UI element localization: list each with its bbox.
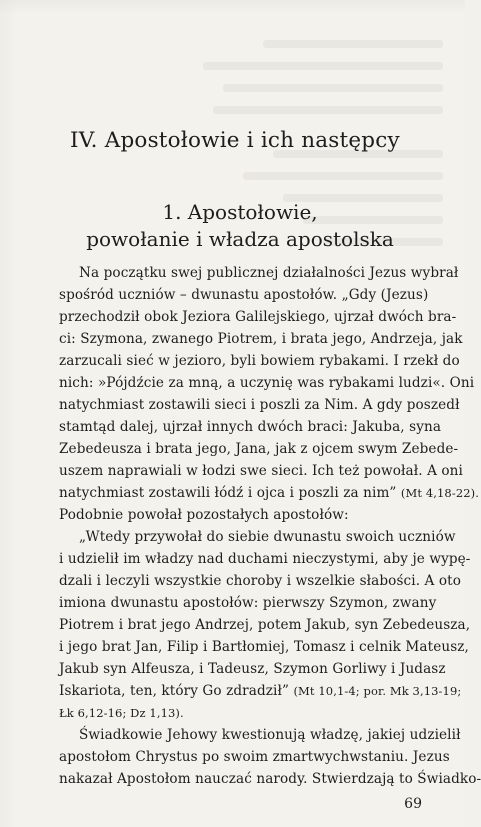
chapter-title: IV. Apostołowie i ich następcy [70, 128, 400, 153]
body-line-3: przechodził obok Jeziora Galilejskiego, ujrzał dwóch bra- [59, 309, 457, 325]
body-line-21 [59, 702, 415, 724]
body-line-2: spośród uczniów – dwunastu apostołów. „Gdy (Jezus) [59, 287, 429, 303]
scripture-reference: (Mt 4,18-22). [400, 486, 480, 500]
body-line-1: Na początku swej publicznej działalności Jezus wybrał [79, 265, 459, 281]
body-line-8: stamtąd dalej, ujrzał innych dwóch braci: Jakuba, syna [59, 419, 442, 435]
body-line-24: nakazał Apostołom nauczać narody. Stwierdzają to Świadko- [59, 771, 481, 787]
body-line-20: Iskariota, ten, który Go zdradził” (Mt 10,1-4; por. Mk 3,13-19; [59, 683, 462, 699]
body-line-16: imiona dwunastu apostołów: pierwszy Szymon, zwany [59, 595, 437, 611]
body-line-5: zarzucali sieć w jezioro, byli bowiem rybakami. I rzekł do [59, 353, 460, 369]
body-line-10: uszem naprawiali w łodzi swe sieci. Ich też powołał. A oni [59, 463, 463, 479]
body-line-12: Podobnie powołał pozostałych apostołów: [59, 507, 349, 523]
body-line-18: i jego brat Jan, Filip i Bartłomiej, Tomasz i celnik Mateusz, [59, 639, 469, 655]
body-line-6: nich: »Pójdźcie za mną, a uczynię was rybakami ludzi«. Oni [59, 375, 475, 391]
section-title-subtitle: powołanie i władza apostolska [86, 227, 394, 251]
body-line-17: Piotrem i brat jego Andrzej, potem Jakub, syn Zebedeusza, [59, 617, 471, 633]
body-line-11: natychmiast zostawili łódź i ojca i poszli za nim” (Mt 4,18-22). [59, 485, 480, 501]
body-line-23: apostołom Chrystus po swoim zmartwychwstaniu. Jezus [59, 749, 450, 765]
body-line-9: Zebedeusza i brata jego, Jana, jak z ojcem swym Zebede- [59, 441, 459, 457]
scripture-reference: Łk 6,12-16; Dz 1,13). [59, 706, 184, 720]
section-title-number: 1. Apostołowie, [162, 200, 318, 224]
body-line-19: Jakub syn Alfeusza, i Tadeusz, Szymon Gorliwy i Judasz [59, 661, 446, 677]
body-line-7: natychmiast zostawili sieci i poszli za Nim. A gdy poszedł [59, 397, 460, 413]
body-line-4: ci: Szymona, zwanego Piotrem, i brata jego, Andrzeja, jak [59, 331, 463, 347]
body-line-14: i udzielił im władzy nad duchami nieczystymi, aby je wypę- [59, 551, 471, 567]
scripture-reference: (Mt 10,1-4; por. Mk 3,13-19; [293, 684, 462, 698]
body-line-13: „Wtedy przywołał do siebie dwunastu swoich uczniów [79, 529, 456, 545]
body-line-15: dzali i leczyli wszystkie choroby i wszelkie słabości. A oto [59, 573, 462, 589]
page-number: 69 [404, 796, 422, 812]
body-line-22: Świadkowie Jehowy kwestionują władzę, jakiej udzielił [79, 727, 461, 743]
